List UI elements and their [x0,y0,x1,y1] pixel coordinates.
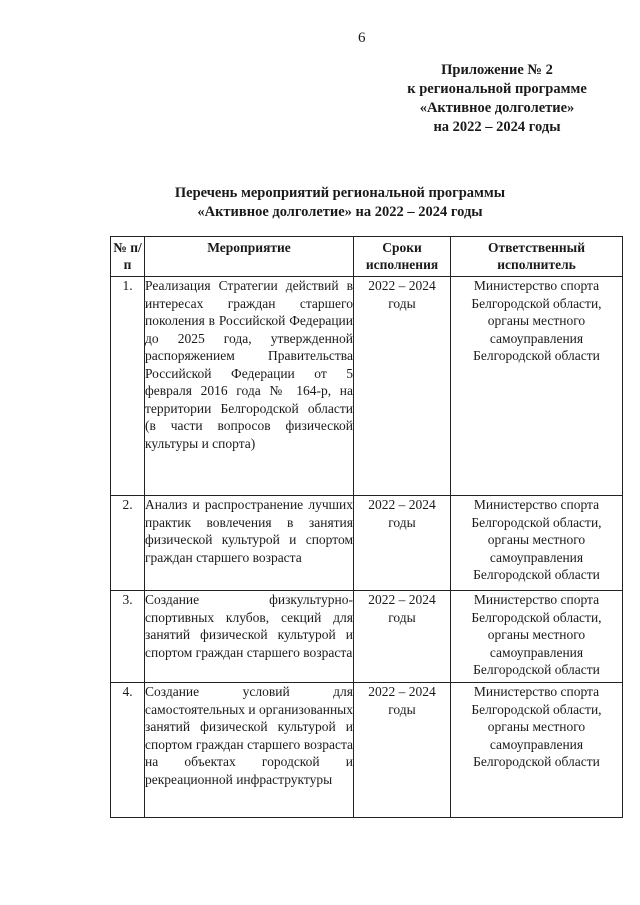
table-row [111,496,623,591]
row-term: 2022 – 2024 годы [354,277,451,496]
row-event: Анализ и распространение лучших практик вовлечения в занятия физической культурой и спортом граждан старшего возраста [145,496,354,591]
appendix-header [377,61,617,137]
appendix-title: Приложение № 2 [441,62,553,78]
row-number: 4. [111,683,145,818]
page-number: 6 [358,30,366,46]
row-event: Создание физкультурно-спортивных клубов, секций для занятий физической культурой и спортом граждан старшего возраста [145,591,354,683]
row-term: 2022 – 2024 годы [354,591,451,683]
row-term: 2022 – 2024 годы [354,496,451,591]
appendix-line: «Активное долголетие» [419,100,575,116]
table-row [111,591,623,683]
header-term: Сроки исполнения [354,237,451,277]
events-table [110,236,623,818]
table-row [111,277,623,496]
document-title-line: Перечень мероприятий региональной программы [174,185,506,201]
row-event: Создание условий для самостоятельных и организованных занятий физической культурой и спортом граждан старшего возраста на объектах городской и рекреационной инфраструктуры [145,683,354,818]
document-title-line: «Активное долголетие» на 2022 – 2024 годы [197,204,483,220]
row-number: 1. [111,277,145,496]
header-number: № п/п [111,237,145,277]
appendix-line: к региональной программе [407,81,587,97]
document-title [160,184,520,222]
header-executor: Ответственный исполнитель [451,237,623,277]
row-term: 2022 – 2024 годы [354,683,451,818]
appendix-line: на 2022 – 2024 годы [433,119,561,135]
row-executor: Министерство спорта Белгородской области, органы местного самоуправления Белгородской области [451,591,623,683]
row-executor: Министерство спорта Белгородской области, органы местного самоуправления Белгородской области [451,683,623,818]
row-number: 2. [111,496,145,591]
row-executor: Министерство спорта Белгородской области, органы местного самоуправления Белгородской области [451,496,623,591]
table-row [111,683,623,818]
row-executor: Министерство спорта Белгородской области, органы местного самоуправления Белгородской области [451,277,623,496]
table-header-row [111,237,623,277]
header-event: Мероприятие [145,237,354,277]
row-number: 3. [111,591,145,683]
row-event: Реализация Стратегии действий в интересах граждан старшего поколения в Российской Федерации до 2025 года, утвержденной распоряжением Правительства Российской Федерации от 5 февраля 2016 года № 164-р, на территории Белгородской области (в части вопросов физической культуры и спорта) [145,277,354,496]
